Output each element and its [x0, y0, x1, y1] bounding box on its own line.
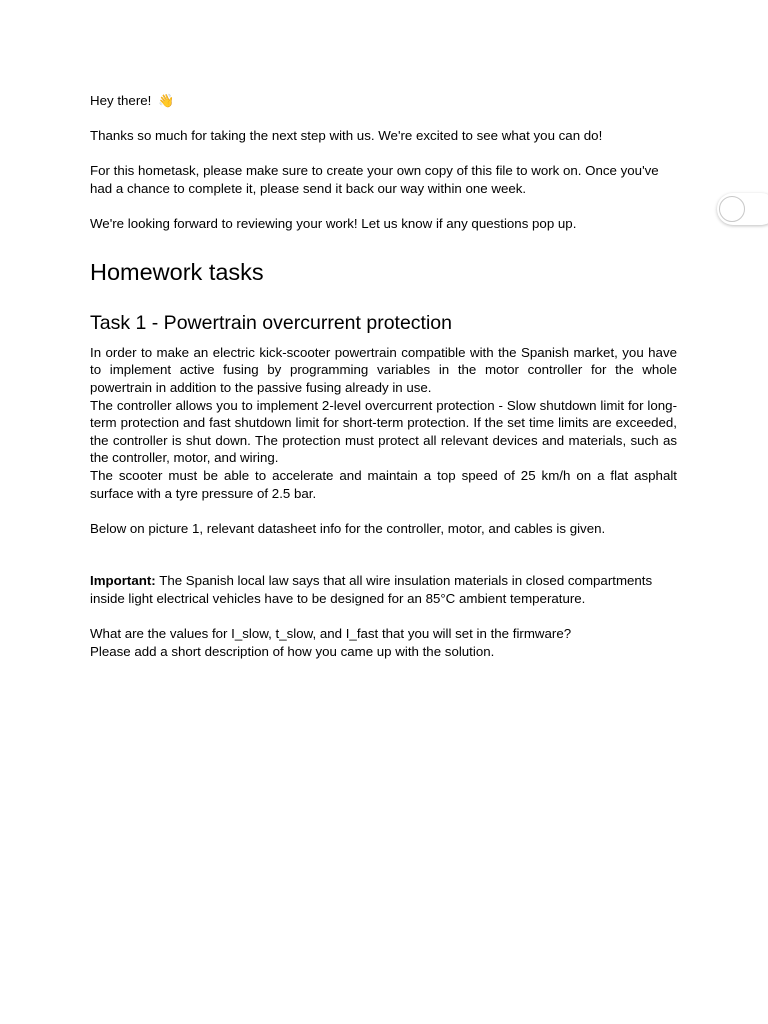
thanks-text: Thanks so much for taking the next step with us. We're excited to see what you can do! [90, 128, 603, 144]
important-label: Important: [90, 573, 156, 589]
toggle-knob[interactable] [719, 196, 745, 222]
picture-note: Below on picture 1, relevant datasheet info for the controller, motor, and cables is given. [90, 520, 606, 536]
document-body [90, 92, 677, 660]
task-paragraph-2: The controller allows you to implement 2-level overcurrent protection - Slow shutdown limit for long-term protection and fast shutdown limit for short-term protection. If the set time limits are exceeded, the controller is shut down. The protection must protect all relevant devices and materials, such as the controller, motor, and wiring. [90, 397, 677, 466]
task-heading: Task 1 - Powertrain overcurrent protection [90, 311, 452, 334]
important-note [90, 572, 677, 607]
task-paragraph-1: In order to make an electric kick-scooter powertrain compatible with the Spanish market, you have to implement active fusing by programming variables in the motor controller for the whole powertrain in addition to the passive fusing already in use. [90, 344, 677, 395]
greeting-line [90, 92, 677, 110]
request-text: Please add a short description of how you came up with the solution. [90, 643, 495, 659]
closing-text: We're looking forward to reviewing your work! Let us know if any questions pop up. [90, 216, 577, 232]
section-heading: Homework tasks [90, 258, 264, 285]
greeting-text: Hey there! [90, 93, 152, 108]
instructions-text: For this hometask, please make sure to create your own copy of this file to work on. Once you've had a chance to complete it, please send it back our way within one week. [90, 163, 659, 196]
important-text: The Spanish local law says that all wire insulation materials in closed compartments inside light electrical vehicles have to be designed for an 85°C ambient temperature. [90, 573, 653, 607]
side-panel-toggle[interactable] [717, 193, 768, 225]
question-text: What are the values for I_slow, t_slow, and I_fast that you will set in the firmware? [90, 626, 572, 642]
waving-hand-icon: 👋 [158, 93, 175, 108]
task-paragraph-3: The scooter must be able to accelerate and maintain a top speed of 25 km/h on a flat asphalt surface with a tyre pressure of 2.5 bar. [90, 467, 677, 501]
